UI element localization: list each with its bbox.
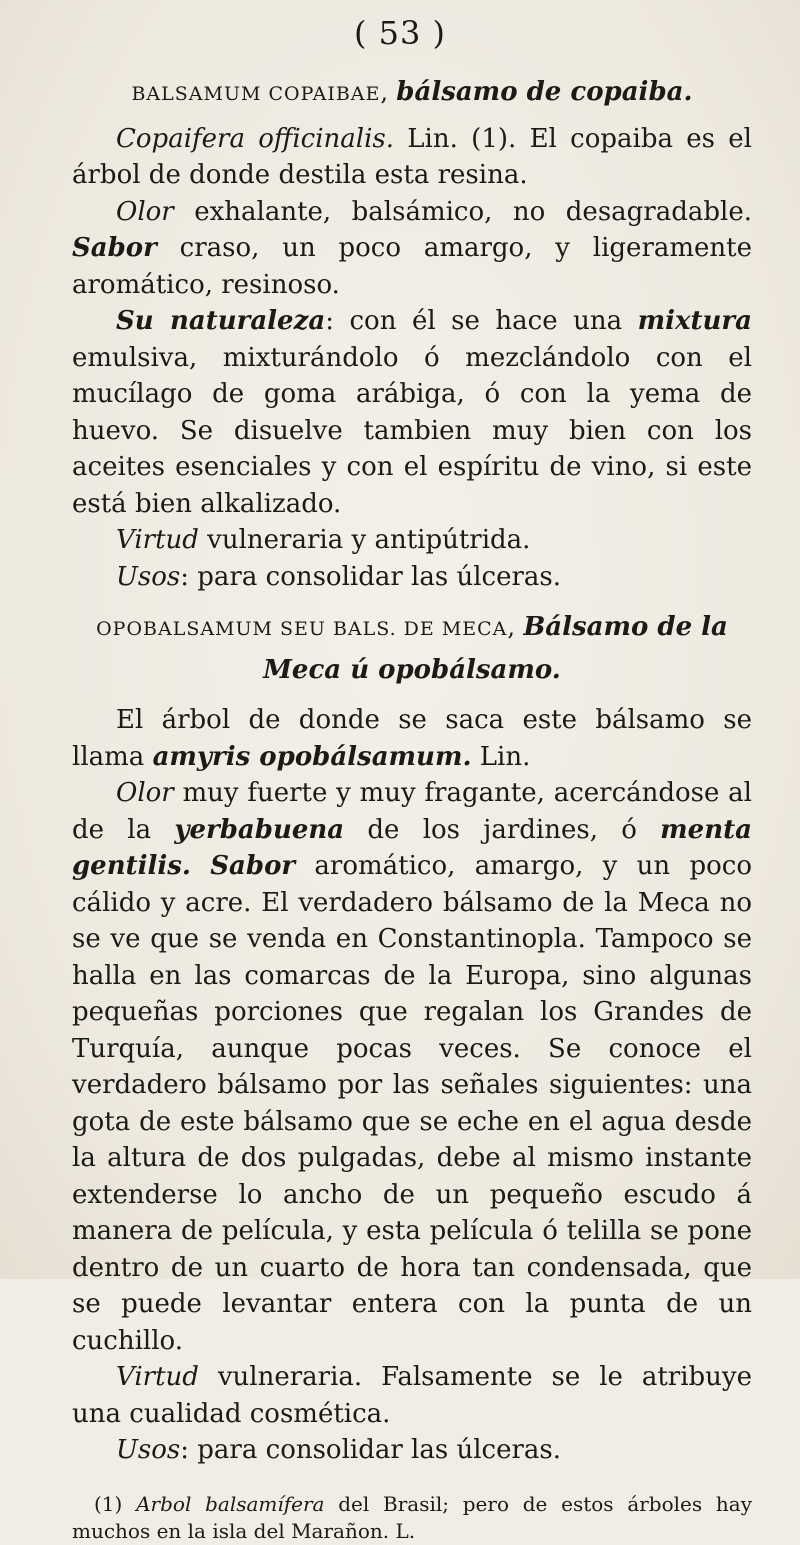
label-naturaleza: Su naturaleza: [116, 306, 326, 336]
paragraph-text: El árbol de donde se saca este bálsamo se llama: [72, 705, 752, 772]
page-number: ( 53 ): [353, 14, 447, 52]
entry-heading-spanish: Meca ú opobálsamo.: [263, 654, 561, 685]
paragraph-naturaleza: [72, 303, 752, 522]
page-body: [72, 74, 752, 1545]
label-usos: Usos: [116, 1435, 181, 1465]
paragraph-text: de los jardines, ó: [344, 814, 661, 845]
paragraph-text: : con él se hace una: [325, 306, 638, 336]
entry-heading-opobalsamum: [72, 609, 752, 648]
paragraph-text: exhalante, balsámico, no desagradable.: [173, 196, 752, 227]
paragraph-text: : para consolidar las úlceras.: [180, 561, 562, 592]
paragraph-text: emulsiva, mixturándolo ó mezclándolo con el mucílago de goma arábiga, ó con la yema de huevo. Se disuelve tambien muy bien con los aceites esenciales y con el espíritu de vino, si este está bien alkalizado.: [72, 342, 752, 519]
paragraph-copaifera: [72, 121, 752, 194]
paragraph-text: vulneraria. Falsamente se le atribuye una cualidad cosmética.: [72, 1362, 752, 1429]
paragraph-olor-sabor-meca: [72, 775, 752, 1359]
footnote-term: Arbol balsamífera: [136, 1491, 325, 1516]
label-sabor: Sabor: [210, 851, 296, 881]
label-olor: Olor: [116, 196, 174, 227]
paragraph-text: [191, 851, 210, 881]
label-virtud: Virtud: [116, 525, 199, 555]
paragraph-text: aromático, amargo, y un poco cálido y acre. El verdadero bálsamo de la Meca no se ve que se venda en Constantinopla. Tampoco se halla en las comarcas de la Europa, sino algunas pequeñas porciones que regalan los Grandes de Turquía, aunque pocas veces. Se conoce el verdadero bálsamo por las señales siguientes: una gota de este bálsamo que se eche en el agua desde la altura de dos pulgadas, debe al mismo instante extenderse lo ancho de un pequeño escudo á manera de película, y esta película ó telilla se pone dentro de un cuarto de hora tan condensada, que se puede levantar entera con la punta de un cuchillo.: [72, 851, 752, 1356]
entry-heading-opobalsamum-line2: [72, 652, 752, 689]
paragraph-olor-sabor: [72, 194, 752, 304]
species-name: Copaifera officinalis.: [116, 123, 394, 154]
term-menta-gentilis: menta gentilis.: [72, 814, 752, 881]
entry-heading-separator: ,: [380, 78, 389, 106]
label-olor: Olor: [116, 778, 174, 808]
entry-heading-separator: ,: [507, 613, 516, 641]
paragraph-text: craso, un poco amargo, y ligeramente aromático, resinoso.: [72, 233, 752, 300]
label-mixtura: mixtura: [637, 306, 752, 336]
entry-heading-spanish: bálsamo de copaiba.: [396, 77, 693, 107]
paragraph-text: Lin.: [471, 741, 531, 772]
entry-heading-copaiba: [72, 74, 752, 113]
footnote-marker: (1): [94, 1491, 137, 1516]
label-sabor: Sabor: [72, 233, 157, 263]
footnote-text: del Brasil; pero de estos árboles hay muchos en la isla del Marañon. L.: [72, 1491, 753, 1543]
paragraph-usos-meca: [72, 1432, 752, 1469]
entry-heading-latin: OPOBALSAMUM SEU BALS. DE MECA: [96, 618, 508, 640]
entry-heading-spanish: Bálsamo de la: [523, 612, 728, 642]
footnote: [72, 1491, 752, 1545]
entry-heading-latin: BALSAMUM COPAIBAE: [131, 83, 381, 105]
label-usos: Usos: [116, 561, 181, 592]
species-name: amyris opobálsamum.: [152, 741, 472, 772]
paragraph-virtud-meca: [72, 1359, 752, 1432]
label-virtud: Virtud: [116, 1362, 199, 1392]
paragraph-usos: [72, 559, 752, 596]
paragraph-text: muy fuerte y muy fragante, acercándose al de la: [72, 778, 752, 845]
paragraph-text: Lin. (1). El copaiba es el árbol de donde destila esta resina.: [72, 123, 752, 190]
paragraph-amyris: [72, 702, 752, 775]
paragraph-text: : para consolidar las úlceras.: [180, 1435, 562, 1465]
paragraph-virtud: [72, 522, 752, 559]
term-yerbabuena: yerbabuena: [174, 814, 345, 845]
paragraph-text: vulneraria y antipútrida.: [198, 525, 531, 555]
